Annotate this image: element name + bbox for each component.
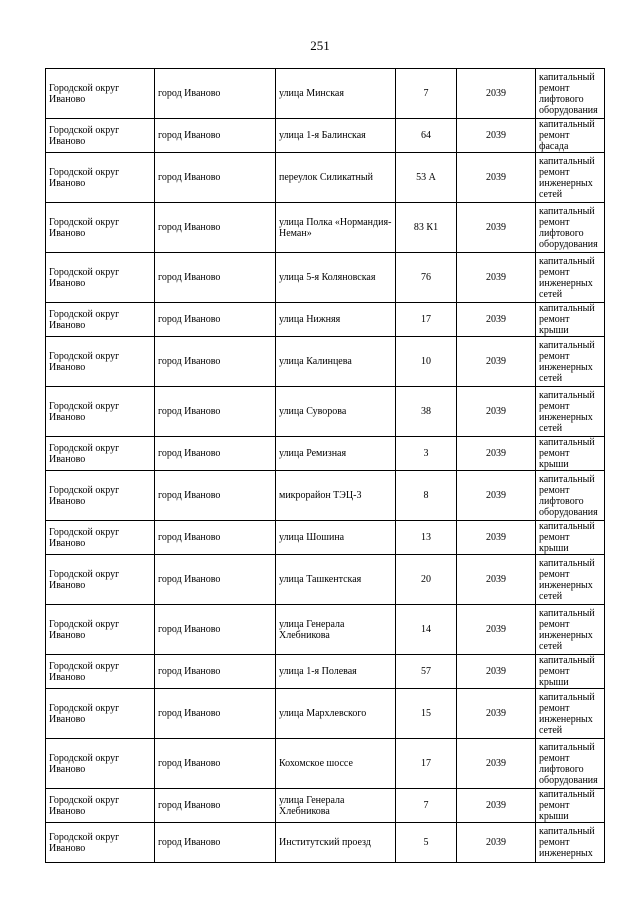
table-row xyxy=(46,739,605,789)
street-cell-text: улица Минская xyxy=(279,88,344,99)
work-type-cell xyxy=(536,119,605,153)
work-type-cell-text: капитальный ремонт инженерных сетей xyxy=(539,557,595,602)
house-number-cell xyxy=(396,203,457,253)
street-cell xyxy=(276,253,396,303)
street-cell xyxy=(276,69,396,119)
district-cell-text: Городской округ Иваново xyxy=(49,216,120,239)
year-cell-text: 2039 xyxy=(486,356,506,367)
year-cell-text: 2039 xyxy=(486,314,506,325)
street-cell xyxy=(276,437,396,471)
house-number-cell xyxy=(396,471,457,521)
city-cell-text: город Иваново xyxy=(158,532,221,543)
district-cell-text: Городской округ Иваново xyxy=(49,568,120,591)
district-cell xyxy=(46,437,155,471)
street-cell xyxy=(276,471,396,521)
year-cell xyxy=(457,387,536,437)
city-cell xyxy=(155,437,276,471)
house-number-cell xyxy=(396,789,457,823)
city-cell xyxy=(155,605,276,655)
house-number-cell xyxy=(396,153,457,203)
street-cell-text: улица 1-я Балинская xyxy=(279,130,366,141)
city-cell xyxy=(155,119,276,153)
city-cell xyxy=(155,69,276,119)
table-row xyxy=(46,521,605,555)
house-number-cell xyxy=(396,253,457,303)
street-cell xyxy=(276,689,396,739)
work-type-cell-text: капитальный ремонт инженерных сетей xyxy=(539,691,595,736)
table-row xyxy=(46,823,605,863)
street-cell-text: Институтский проезд xyxy=(279,837,371,848)
year-cell xyxy=(457,253,536,303)
year-cell xyxy=(457,69,536,119)
table-row xyxy=(46,119,605,153)
work-type-cell-text: капитальный ремонт лифтового оборудования xyxy=(539,71,598,116)
year-cell-text: 2039 xyxy=(486,172,506,183)
year-cell xyxy=(457,789,536,823)
year-cell-text: 2039 xyxy=(486,708,506,719)
district-cell-text: Городской округ Иваново xyxy=(49,484,120,507)
work-type-cell xyxy=(536,387,605,437)
work-type-cell-text: капитальный ремонт крыши xyxy=(539,789,595,822)
work-type-cell-text: капитальный ремонт инженерных сетей xyxy=(539,339,595,384)
work-type-cell xyxy=(536,471,605,521)
work-type-cell-text: капитальный ремонт инженерных сетей xyxy=(539,155,595,200)
year-cell-text: 2039 xyxy=(486,88,506,99)
house-number-cell xyxy=(396,689,457,739)
street-cell xyxy=(276,119,396,153)
year-cell xyxy=(457,153,536,203)
house-number-cell xyxy=(396,69,457,119)
street-cell-text: улица 5-я Коляновская xyxy=(279,272,376,283)
city-cell xyxy=(155,387,276,437)
year-cell xyxy=(457,689,536,739)
city-cell-text: город Иваново xyxy=(158,708,221,719)
table-row xyxy=(46,253,605,303)
year-cell-text: 2039 xyxy=(486,448,506,459)
year-cell xyxy=(457,655,536,689)
district-cell-text: Городской округ Иваново xyxy=(49,400,120,423)
city-cell-text: город Иваново xyxy=(158,666,221,677)
house-number-cell-text: 76 xyxy=(421,272,431,283)
street-cell xyxy=(276,823,396,863)
street-cell-text: улица Суворова xyxy=(279,406,347,417)
district-cell xyxy=(46,337,155,387)
year-cell-text: 2039 xyxy=(486,800,506,811)
work-type-cell-text: капитальный ремонт лифтового оборудования xyxy=(539,473,598,518)
house-number-cell-text: 17 xyxy=(421,314,431,325)
city-cell xyxy=(155,337,276,387)
year-cell-text: 2039 xyxy=(486,624,506,635)
work-type-cell xyxy=(536,437,605,471)
year-cell xyxy=(457,303,536,337)
district-cell-text: Городской округ Иваново xyxy=(49,266,120,289)
district-cell xyxy=(46,303,155,337)
district-cell-text: Городской округ Иваново xyxy=(49,350,120,373)
work-type-cell xyxy=(536,655,605,689)
street-cell-text: улица Генерала Хлебникова xyxy=(279,618,345,641)
street-cell xyxy=(276,555,396,605)
work-type-cell-text: капитальный ремонт фасада xyxy=(539,119,595,152)
city-cell xyxy=(155,521,276,555)
work-type-cell xyxy=(536,303,605,337)
year-cell xyxy=(457,555,536,605)
work-type-cell xyxy=(536,555,605,605)
city-cell xyxy=(155,789,276,823)
district-cell xyxy=(46,689,155,739)
city-cell-text: город Иваново xyxy=(158,837,221,848)
street-cell-text: улица Калинцева xyxy=(279,356,352,367)
table-row xyxy=(46,689,605,739)
house-number-cell-text: 7 xyxy=(423,88,429,99)
district-cell xyxy=(46,253,155,303)
district-cell-text: Городской округ Иваново xyxy=(49,660,120,683)
year-cell xyxy=(457,521,536,555)
year-cell xyxy=(457,471,536,521)
table-body xyxy=(46,69,605,863)
house-number-cell-text: 83 К1 xyxy=(413,222,439,233)
city-cell-text: город Иваново xyxy=(158,130,221,141)
street-cell xyxy=(276,739,396,789)
street-cell-text: улица Нижняя xyxy=(279,314,341,325)
city-cell-text: город Иваново xyxy=(158,490,221,501)
district-cell-text: Городской округ Иваново xyxy=(49,618,120,641)
city-cell-text: город Иваново xyxy=(158,758,221,769)
table-row xyxy=(46,303,605,337)
table-row xyxy=(46,789,605,823)
house-number-cell-text: 38 xyxy=(421,406,431,417)
house-number-cell-text: 20 xyxy=(421,574,431,585)
city-cell xyxy=(155,153,276,203)
city-cell xyxy=(155,689,276,739)
city-cell-text: город Иваново xyxy=(158,624,221,635)
year-cell-text: 2039 xyxy=(486,130,506,141)
house-number-cell-text: 7 xyxy=(423,800,429,811)
house-number-cell-text: 64 xyxy=(421,130,431,141)
work-type-cell xyxy=(536,337,605,387)
year-cell-text: 2039 xyxy=(486,837,506,848)
street-cell-text: улица Генерала Хлебникова xyxy=(279,794,345,817)
house-number-cell xyxy=(396,521,457,555)
district-cell-text: Городской округ Иваново xyxy=(49,794,120,817)
street-cell xyxy=(276,153,396,203)
district-cell xyxy=(46,555,155,605)
house-number-cell-text: 17 xyxy=(421,758,431,769)
district-cell xyxy=(46,605,155,655)
city-cell xyxy=(155,471,276,521)
city-cell-text: город Иваново xyxy=(158,574,221,585)
district-cell-text: Городской округ Иваново xyxy=(49,124,120,147)
year-cell xyxy=(457,119,536,153)
city-cell xyxy=(155,203,276,253)
work-type-cell xyxy=(536,689,605,739)
house-number-cell xyxy=(396,119,457,153)
city-cell xyxy=(155,555,276,605)
street-cell-text: улица Шошина xyxy=(279,532,345,543)
house-number-cell xyxy=(396,605,457,655)
street-cell-text: улица Полка «Нормандия-Неман» xyxy=(279,216,392,239)
table-row xyxy=(46,337,605,387)
house-number-cell-text: 5 xyxy=(423,837,429,848)
work-type-cell xyxy=(536,605,605,655)
district-cell xyxy=(46,823,155,863)
year-cell-text: 2039 xyxy=(486,272,506,283)
house-number-cell-text: 13 xyxy=(421,532,431,543)
street-cell-text: улица Ремизная xyxy=(279,448,347,459)
city-cell-text: город Иваново xyxy=(158,172,221,183)
city-cell-text: город Иваново xyxy=(158,448,221,459)
house-number-cell-text: 53 А xyxy=(416,172,436,183)
house-number-cell xyxy=(396,303,457,337)
district-cell-text: Городской округ Иваново xyxy=(49,166,120,189)
work-type-cell-text: капитальный ремонт инженерных xyxy=(539,826,595,859)
work-type-cell-text: капитальный ремонт инженерных сетей xyxy=(539,607,595,652)
year-cell-text: 2039 xyxy=(486,532,506,543)
house-number-cell xyxy=(396,823,457,863)
city-cell xyxy=(155,253,276,303)
district-cell xyxy=(46,153,155,203)
house-number-cell-text: 14 xyxy=(421,624,431,635)
street-cell xyxy=(276,203,396,253)
house-number-cell-text: 3 xyxy=(423,448,429,459)
year-cell xyxy=(457,739,536,789)
district-cell-text: Городской округ Иваново xyxy=(49,82,120,105)
district-cell xyxy=(46,69,155,119)
repair-schedule-table xyxy=(45,68,605,863)
street-cell xyxy=(276,337,396,387)
year-cell xyxy=(457,605,536,655)
work-type-cell xyxy=(536,253,605,303)
table-row xyxy=(46,471,605,521)
street-cell-text: Кохомское шоссе xyxy=(279,758,353,769)
work-type-cell-text: капитальный ремонт крыши xyxy=(539,655,595,688)
street-cell xyxy=(276,789,396,823)
table-row xyxy=(46,605,605,655)
year-cell-text: 2039 xyxy=(486,666,506,677)
work-type-cell-text: капитальный ремонт крыши xyxy=(539,437,595,470)
city-cell xyxy=(155,823,276,863)
house-number-cell-text: 15 xyxy=(421,708,431,719)
year-cell-text: 2039 xyxy=(486,406,506,417)
house-number-cell-text: 10 xyxy=(421,356,431,367)
district-cell-text: Городской округ Иваново xyxy=(49,752,120,775)
year-cell-text: 2039 xyxy=(486,222,506,233)
work-type-cell xyxy=(536,823,605,863)
work-type-cell xyxy=(536,153,605,203)
district-cell-text: Городской округ Иваново xyxy=(49,526,120,549)
table-row xyxy=(46,387,605,437)
street-cell xyxy=(276,303,396,337)
house-number-cell-text: 8 xyxy=(423,490,429,501)
district-cell xyxy=(46,521,155,555)
year-cell-text: 2039 xyxy=(486,758,506,769)
table-row xyxy=(46,153,605,203)
work-type-cell xyxy=(536,69,605,119)
city-cell-text: город Иваново xyxy=(158,88,221,99)
city-cell-text: город Иваново xyxy=(158,356,221,367)
street-cell-text: переулок Силикатный xyxy=(279,172,373,183)
city-cell xyxy=(155,739,276,789)
work-type-cell xyxy=(536,789,605,823)
house-number-cell xyxy=(396,387,457,437)
street-cell-text: улица Ташкентская xyxy=(279,574,362,585)
table-row xyxy=(46,203,605,253)
work-type-cell-text: капитальный ремонт инженерных сетей xyxy=(539,255,595,300)
district-cell xyxy=(46,655,155,689)
work-type-cell-text: капитальный ремонт крыши xyxy=(539,521,595,554)
house-number-cell xyxy=(396,555,457,605)
district-cell xyxy=(46,739,155,789)
city-cell-text: город Иваново xyxy=(158,406,221,417)
work-type-cell-text: капитальный ремонт лифтового оборудования xyxy=(539,741,598,786)
year-cell xyxy=(457,437,536,471)
house-number-cell xyxy=(396,739,457,789)
street-cell xyxy=(276,521,396,555)
year-cell xyxy=(457,203,536,253)
table-row xyxy=(46,555,605,605)
district-cell-text: Городской округ Иваново xyxy=(49,308,120,331)
house-number-cell xyxy=(396,437,457,471)
district-cell-text: Городской округ Иваново xyxy=(49,702,120,725)
table-row xyxy=(46,655,605,689)
house-number-cell xyxy=(396,655,457,689)
work-type-cell xyxy=(536,203,605,253)
district-cell xyxy=(46,387,155,437)
page-number: 251 xyxy=(310,38,330,53)
city-cell-text: город Иваново xyxy=(158,314,221,325)
year-cell-text: 2039 xyxy=(486,490,506,501)
year-cell xyxy=(457,337,536,387)
street-cell xyxy=(276,605,396,655)
street-cell-text: улица Мархлевского xyxy=(279,708,367,719)
city-cell xyxy=(155,655,276,689)
table-row xyxy=(46,437,605,471)
district-cell xyxy=(46,789,155,823)
city-cell-text: город Иваново xyxy=(158,222,221,233)
house-number-cell xyxy=(396,337,457,387)
city-cell-text: город Иваново xyxy=(158,800,221,811)
district-cell xyxy=(46,203,155,253)
street-cell xyxy=(276,655,396,689)
city-cell-text: город Иваново xyxy=(158,272,221,283)
district-cell xyxy=(46,119,155,153)
year-cell xyxy=(457,823,536,863)
work-type-cell xyxy=(536,521,605,555)
district-cell xyxy=(46,471,155,521)
district-cell-text: Городской округ Иваново xyxy=(49,442,120,465)
street-cell xyxy=(276,387,396,437)
city-cell xyxy=(155,303,276,337)
district-cell-text: Городской округ Иваново xyxy=(49,831,120,854)
work-type-cell-text: капитальный ремонт инженерных сетей xyxy=(539,389,595,434)
year-cell-text: 2039 xyxy=(486,574,506,585)
work-type-cell-text: капитальный ремонт лифтового оборудования xyxy=(539,205,598,250)
work-type-cell-text: капитальный ремонт крыши xyxy=(539,303,595,336)
house-number-cell-text: 57 xyxy=(421,666,431,677)
work-type-cell xyxy=(536,739,605,789)
street-cell-text: улица 1-я Полевая xyxy=(279,666,357,677)
street-cell-text: микрорайон ТЭЦ-3 xyxy=(279,490,362,501)
table-row xyxy=(46,69,605,119)
